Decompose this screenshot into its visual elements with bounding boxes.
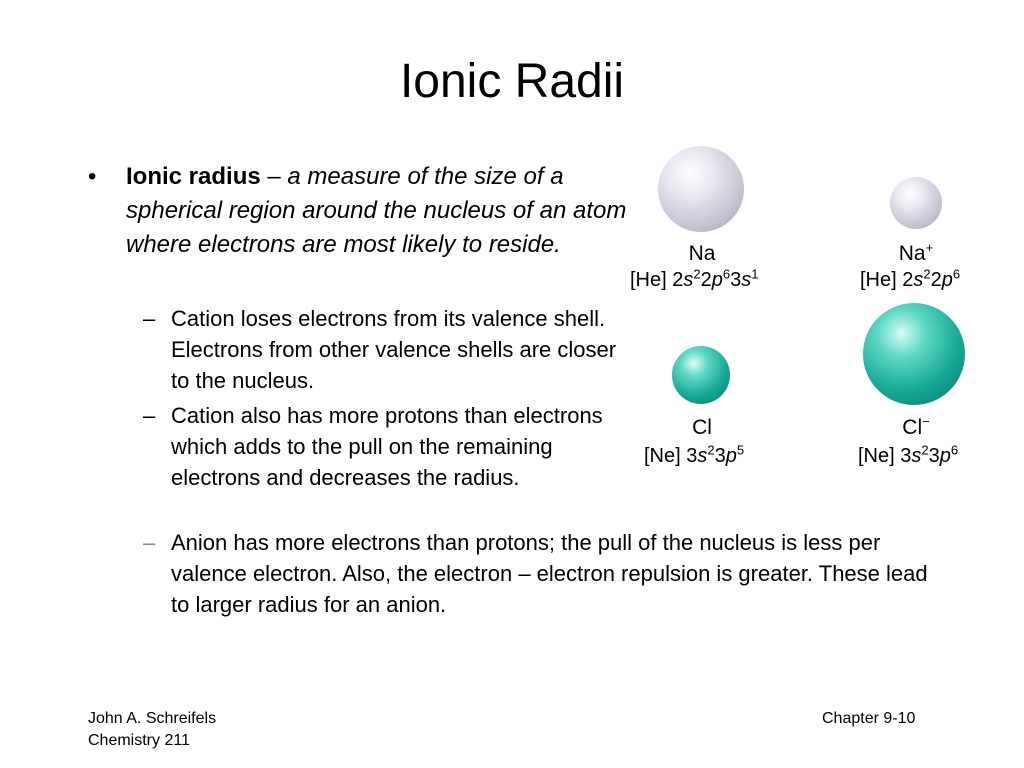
sub-bullet-marker: – xyxy=(143,306,156,331)
sub-bullet-text: Cation loses electrons from its valence shell. Electrons from other valence shells are closer to the nucleus. xyxy=(171,306,617,393)
cl-config: [Ne] $3s^23p^5$ xyxy=(644,442,745,467)
sub-bullet-text: Anion has more electrons than protons; the pull of the nucleus is less per valence electron. Also, the electron – electron repulsion is greater. These lead to larger radius for an anion. xyxy=(171,530,928,617)
sub-bullet-marker: – xyxy=(143,530,156,555)
footer-author: John A. Schreifels xyxy=(88,710,217,727)
na-plus-ion-sphere xyxy=(890,177,942,229)
definition: a measure of the size of a spherical region around the nucleus of an atom where electrons are most likely to reside. xyxy=(126,163,627,258)
term: Ionic radius xyxy=(126,163,261,190)
cl-minus-ion-sphere xyxy=(863,303,965,405)
main-bullet-text xyxy=(126,160,628,262)
na-config: [He] $2s^22p^63s^1$ xyxy=(630,266,759,291)
bullet-marker: • xyxy=(88,163,97,190)
na-symbol: Na xyxy=(688,242,716,265)
cl-minus-config: [Ne] $3s^23p^6$ xyxy=(858,442,959,467)
sub-bullet xyxy=(143,527,943,620)
footer-course: Chemistry 211 xyxy=(88,732,190,749)
cl-symbol: Cl xyxy=(692,416,712,439)
separator: – xyxy=(260,163,288,190)
footer-left xyxy=(88,708,216,752)
sub-bullet xyxy=(143,400,623,493)
sub-bullet-text: Cation also has more protons than electrons which adds to the pull on the remaining electrons and decreases the radius. xyxy=(171,403,603,490)
na-atom-sphere xyxy=(658,146,744,232)
cl-atom-sphere xyxy=(672,346,730,404)
slide-title: Ionic Radii xyxy=(399,55,625,108)
na-plus-symbol: Na+ xyxy=(898,240,934,265)
main-bullet xyxy=(88,160,628,262)
sub-bullet xyxy=(143,303,623,396)
sub-bullet-marker: – xyxy=(143,403,156,428)
footer-chapter: Chapter 9-10 xyxy=(822,710,916,727)
cl-minus-symbol: Cl− xyxy=(902,414,930,439)
na-plus-config: [He] $2s^22p^6$ xyxy=(860,266,961,291)
